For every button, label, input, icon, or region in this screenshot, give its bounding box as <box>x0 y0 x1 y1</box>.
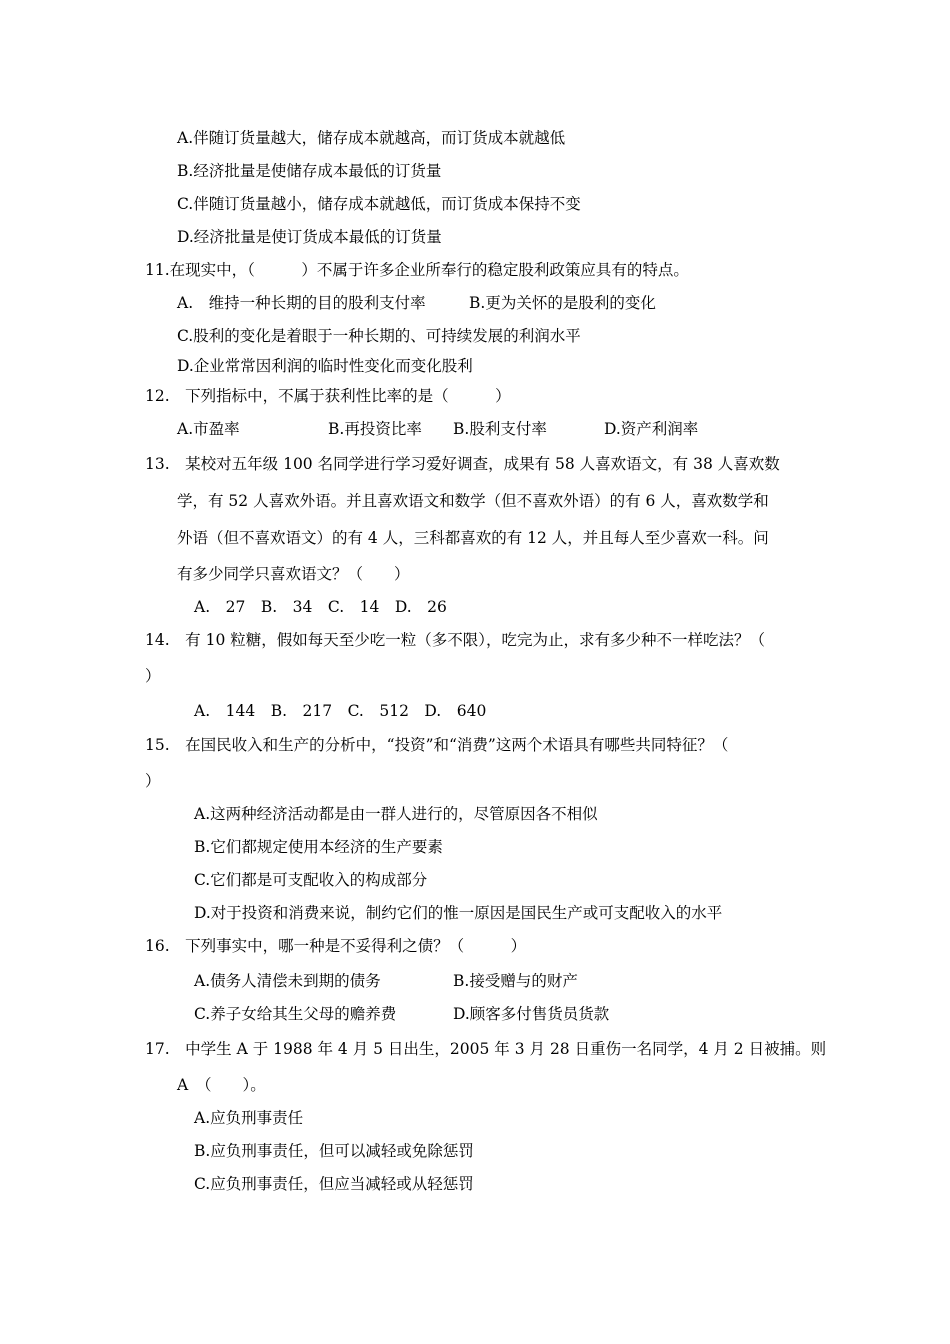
q15-option-d: D.对于投资和消费来说，制约它们的惟一原因是国民生产或可支配收入的水平 <box>194 904 723 922</box>
q11-option-b: B.更为关怀的是股利的变化 <box>469 294 656 312</box>
q13-stem-line-1: 13. 某校对五年级 100 名同学进行学习爱好调查，成果有 58 人喜欢语文，有 38 人喜欢数 <box>145 455 780 473</box>
q10-option-d: D.经济批量是使订货成本最低的订货量 <box>177 228 442 246</box>
q16-stem: 16. 下列事实中，哪一种是不妥得利之债？（ ） <box>145 937 527 955</box>
q14-stem-line-1: 14. 有 10 粒糖，假如每天至少吃一粒（多不限），吃完为止，求有多少种不一样吃法？（ <box>145 631 765 649</box>
q11-option-a: A. 维持一种长期的目的股利支付率 <box>177 294 426 312</box>
q10-option-b: B.经济批量是使储存成本最低的订货量 <box>177 162 442 180</box>
q10-option-a: A.伴随订货量越大，储存成本就越高，而订货成本就越低 <box>177 129 566 147</box>
q15-stem-line-2: ） <box>145 772 161 790</box>
q14-options: A. 144 B. 217 C. 512 D. 640 <box>194 702 487 720</box>
q17-stem-line-2: A （ ）。 <box>177 1076 266 1094</box>
q11-option-c: C.股利的变化是着眼于一种长期的、可持续发展的利润水平 <box>177 327 581 345</box>
q13-options: A. 27 B. 34 C. 14 D. 26 <box>194 598 447 616</box>
q15-option-a: A.这两种经济活动都是由一群人进行的，尽管原因各不相似 <box>194 805 598 823</box>
q11-option-d: D.企业常常因利润的临时性变化而变化股利 <box>177 357 473 375</box>
q12-option-a: A.市盈率 <box>177 420 240 438</box>
q13-stem-line-2: 学，有 52 人喜欢外语。并且喜欢语文和数学（但不喜欢外语）的有 6 人，喜欢数学和 <box>177 492 769 510</box>
q17-option-c: C.应负刑事责任，但应当减轻或从轻惩罚 <box>194 1175 474 1193</box>
q11-stem: 11.在现实中，（ ）不属于许多企业所奉行的稳定股利政策应具有的特点。 <box>145 261 689 279</box>
q16-option-d: D.顾客多付售货员货款 <box>453 1005 610 1023</box>
q13-stem-line-3: 外语（但不喜欢语文）的有 4 人，三科都喜欢的有 12 人，并且每人至少喜欢一科。问 <box>177 529 769 547</box>
q16-option-a: A.债务人清偿未到期的债务 <box>194 972 381 990</box>
q12-option-b: B.再投资比率 <box>328 420 422 438</box>
q15-option-b: B.它们都规定使用本经济的生产要素 <box>194 838 443 856</box>
q15-stem-line-1: 15. 在国民收入和生产的分析中，“投资”和“消费”这两个术语具有哪些共同特征？（ <box>145 736 729 754</box>
q17-option-a: A.应负刑事责任 <box>194 1109 304 1127</box>
q12-option-c: B.股利支付率 <box>453 420 547 438</box>
q17-option-b: B.应负刑事责任，但可以减轻或免除惩罚 <box>194 1142 474 1160</box>
q10-option-c: C.伴随订货量越小，储存成本就越低，而订货成本保持不变 <box>177 195 581 213</box>
q16-option-c: C.养子女给其生父母的赡养费 <box>194 1005 397 1023</box>
q16-option-b: B.接受赠与的财产 <box>453 972 578 990</box>
q12-option-d: D.资产利润率 <box>604 420 699 438</box>
q14-stem-line-2: ） <box>145 667 161 685</box>
q13-stem-line-4: 有多少同学只喜欢语文？（ ） <box>177 565 410 583</box>
q15-option-c: C.它们都是可支配收入的构成部分 <box>194 871 428 889</box>
q17-stem-line-1: 17. 中学生 A 于 1988 年 4 月 5 日出生，2005 年 3 月 28 日重伤一名同学，4 月 2 日被捕。则 <box>145 1040 827 1058</box>
q12-stem: 12. 下列指标中，不属于获利性比率的是（ ） <box>145 387 511 405</box>
